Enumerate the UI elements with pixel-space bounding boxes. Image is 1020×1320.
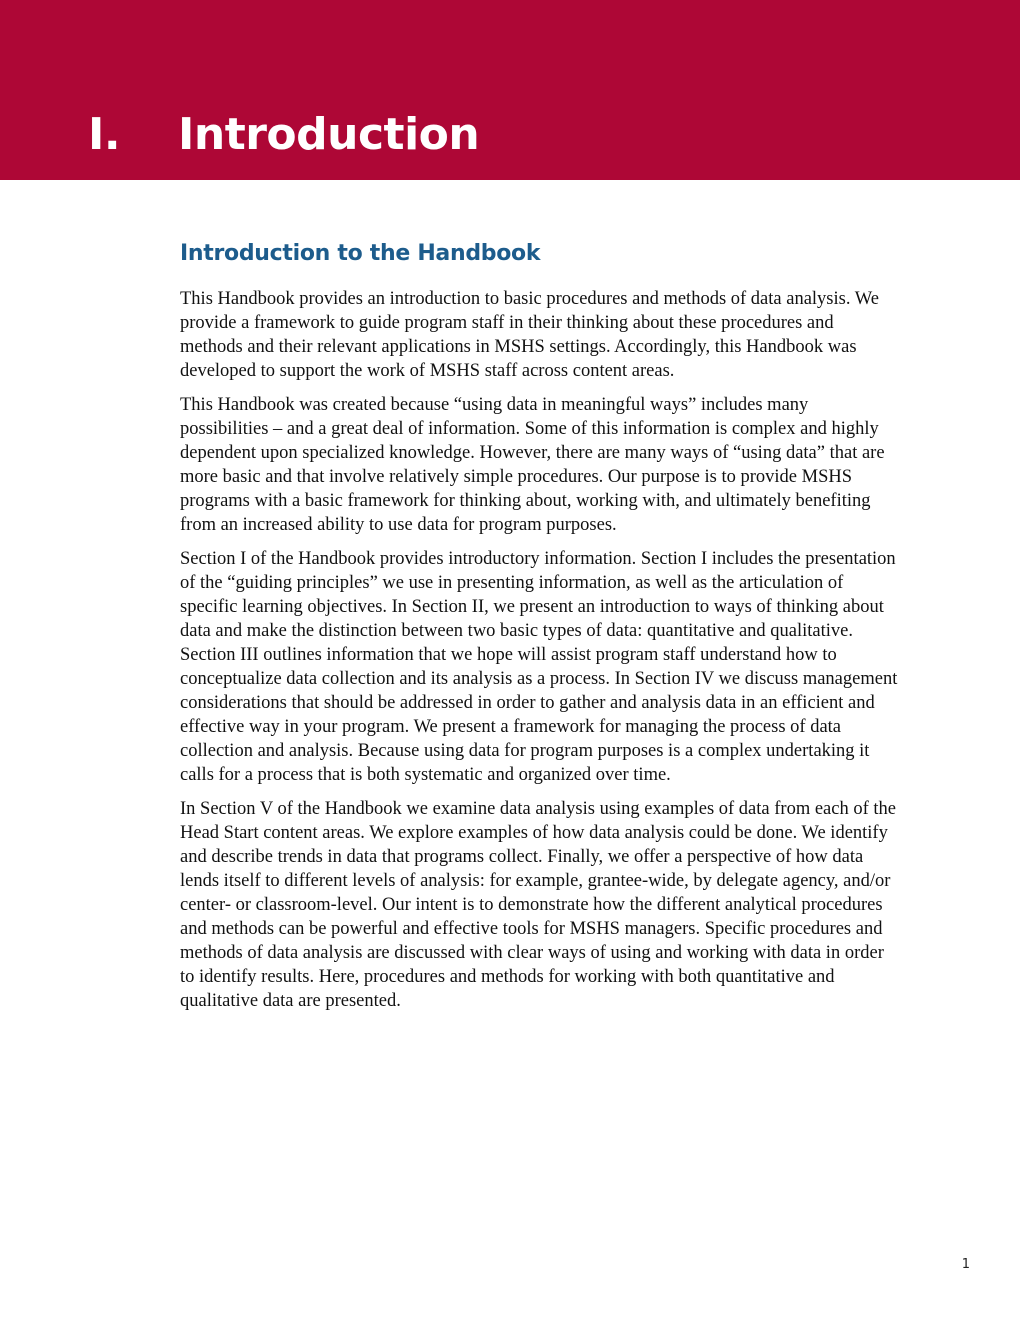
paragraph-sections-overview: Section I of the Handbook provides introductory information. Section I includes the presentation of the “guiding principles” we use in presenting information, as well as the articulation of specific learning objectives. In Section II, we present an introduction to ways of thinking about data and make the distinction between two basic types of data: quantitative and qualitative. Section III outlines information that we hope will assist program staff understand how to conceptualize data collection and its analysis as a process. In Section IV we discuss management considerations that should be addressed in order to gather and analysis data in an efficient and effective way in your program. We present a framework for managing the process of data collection and analysis. Because using data for program purposes is a complex undertaking it calls for a process that is both systematic and organized over time. [180, 549, 898, 785]
page-number: 1 [961, 1257, 970, 1272]
chapter-number: I. [88, 109, 121, 160]
paragraph-rationale: This Handbook was created because “using data in meaningful ways” includes many possibilities – and a great deal of information. Some of this information is complex and highly dependent upon specialized knowledge. However, there are many ways of “using data” that are more basic and that involve relatively simple procedures. Our purpose is to provide MSHS programs with a basic framework for thinking about, working with, and ultimately benefiting from an increased ability to use data for program purposes. [180, 395, 885, 535]
paragraph-section-five: In Section V of the Handbook we examine data analysis using examples of data from each of the Head Start content areas. We explore examples of how data analysis could be done. We identify and describe trends in data that programs collect. Finally, we offer a perspective of how data lends itself to different levels of analysis: for example, grantee-wide, by delegate agency, and/or center- or classroom-level. Our intent is to demonstrate how the different analytical procedures and methods can be powerful and effective tools for MSHS managers. Specific procedures and methods of data analysis are discussed with clear ways of using and working with data in order to identify results. Here, procedures and methods for working with both quantitative and qualitative data are presented. [180, 799, 896, 1011]
section-heading: Introduction to the Handbook [180, 241, 541, 266]
chapter-banner [0, 0, 1020, 180]
paragraph-purpose: This Handbook provides an introduction to basic procedures and methods of data analysis. We provide a framework to guide program staff in their thinking about these procedures and methods and their relevant applications in MSHS settings. Accordingly, this Handbook was developed to support the work of MSHS staff across content areas. [180, 289, 879, 381]
chapter-title: Introduction [178, 109, 480, 160]
page-content [180, 238, 900, 1023]
